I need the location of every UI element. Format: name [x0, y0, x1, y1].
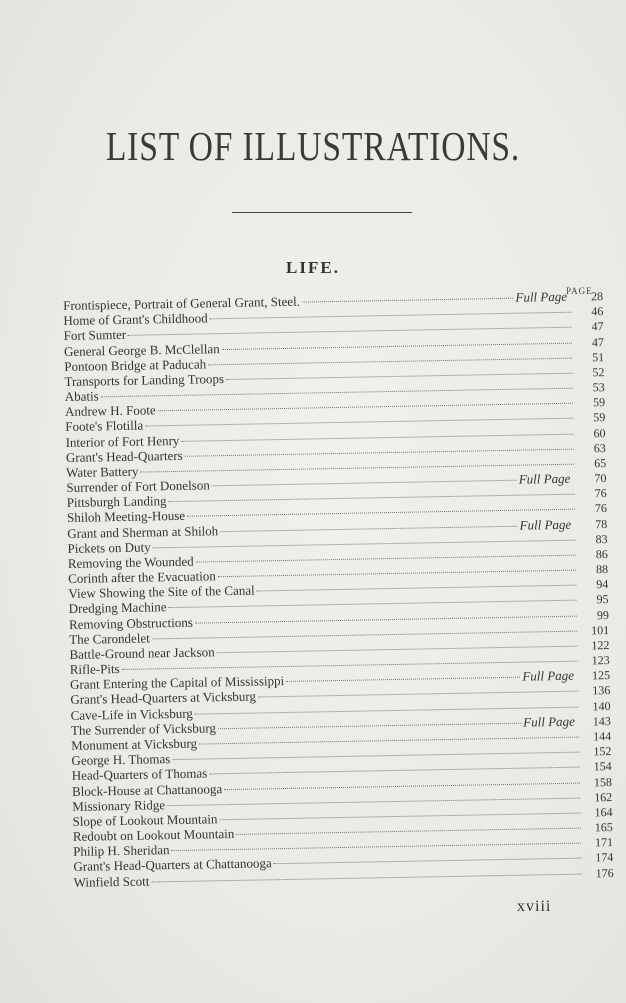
page-number: 143 — [592, 713, 611, 729]
dot-leader — [217, 645, 578, 654]
dot-leader — [274, 857, 582, 865]
page-column-header: PAGE — [566, 286, 593, 296]
dot-leader — [195, 705, 579, 714]
dot-leader — [212, 479, 517, 487]
dot-leader — [236, 827, 581, 835]
illustration-title: Fort Sumter — [63, 327, 127, 344]
dot-leader — [158, 402, 573, 412]
illustration-title: Head-Quarters of Thomas — [71, 765, 208, 784]
page-number: 76 — [594, 486, 607, 501]
section-heading: LIFE. — [286, 258, 340, 277]
full-page-note: Full Page — [522, 667, 575, 684]
dot-leader — [218, 569, 576, 578]
page-folio: xviii — [517, 898, 552, 915]
illustration-title: Winfield Scott — [73, 873, 150, 890]
illustration-title: Slope of Lookout Mountain — [72, 811, 218, 829]
illustration-title: Block-House at Chattanooga — [71, 780, 223, 799]
page-number: 47 — [591, 334, 605, 349]
page-number: 86 — [595, 546, 608, 562]
dot-leader — [210, 311, 572, 320]
illustration-title: Missionary Ridge — [72, 796, 166, 814]
illustration-title: Home of Grant's Childhood — [63, 310, 208, 329]
illustration-title: General George B. McClellan — [63, 340, 220, 359]
illustration-title: Grant and Sherman at Shiloh — [67, 522, 219, 541]
dot-leader — [224, 781, 580, 790]
illustration-title: Monument at Vicksburg — [71, 735, 198, 753]
title-divider — [232, 212, 412, 213]
page-number: 174 — [595, 850, 614, 865]
page-number: 63 — [593, 440, 606, 456]
dot-leader — [222, 341, 572, 349]
dot-leader — [218, 721, 521, 729]
illustration-title: Frontispiece, Portrait of General Grant, Steel. — [63, 293, 301, 313]
page-title: LIST OF ILLUSTRATIONS. — [105, 123, 521, 169]
illustration-title: Grant Entering the Capital of Mississippi — [69, 673, 285, 693]
dot-leader — [153, 538, 576, 548]
full-page-note: Full Page — [515, 288, 568, 305]
dot-leader — [169, 493, 575, 502]
dot-leader — [199, 736, 579, 745]
dot-leader — [169, 599, 577, 608]
page-number: 88 — [595, 562, 609, 577]
illustration-title: Water Battery — [66, 463, 139, 480]
illustration-title: Dredging Machine — [68, 599, 167, 617]
page-number: 52 — [592, 364, 605, 380]
page-number: 101 — [591, 622, 610, 638]
illustration-title: Battle-Ground near Jackson — [69, 644, 215, 662]
dot-leader — [196, 554, 576, 563]
dot-leader — [226, 372, 572, 380]
page-number: 123 — [591, 653, 610, 668]
illustration-title: Corinth after the Evacuation — [68, 568, 216, 587]
dot-leader — [257, 584, 577, 592]
page-number: 83 — [595, 531, 608, 547]
page-number: 47 — [591, 319, 604, 334]
page-number: 70 — [594, 471, 607, 486]
dot-leader — [258, 690, 578, 698]
illustration-title: Removing Obstructions — [68, 614, 193, 632]
page-number: 94 — [596, 577, 609, 592]
illustration-title: The Carondelet — [69, 630, 150, 647]
illustration-title: View Showing the Site of the Canal — [68, 582, 255, 602]
illustration-title: Surrender of Fort Donelson — [66, 477, 210, 496]
illustration-title: The Surrender of Vicksburg — [70, 720, 217, 738]
illustration-title: Grant's Head-Quarters at Chattanooga — [73, 855, 272, 875]
illustration-title: Pickets on Duty — [67, 539, 151, 556]
illustrations-list — [63, 288, 614, 889]
page-number: 53 — [592, 380, 605, 395]
page-number: 122 — [591, 637, 610, 653]
dot-leader — [208, 356, 572, 365]
illustration-title: Transports for Landing Troops — [64, 370, 225, 389]
dot-leader — [172, 842, 582, 852]
page-number: 140 — [592, 698, 611, 714]
page-number: 164 — [594, 804, 613, 820]
dot-leader — [209, 766, 579, 775]
illustration-title: Pontoon Bridge at Paducah — [64, 356, 207, 374]
page-number: 95 — [596, 592, 609, 607]
page-number: 162 — [594, 789, 613, 805]
illustration-title: Shiloh Meeting-House — [66, 508, 186, 526]
page-number: 51 — [592, 349, 605, 364]
dot-leader — [219, 811, 580, 820]
illustration-title: Redoubt on Lookout Mountain — [72, 825, 235, 844]
page-number: 152 — [593, 744, 612, 759]
illustration-title: Interior of Fort Henry — [65, 432, 180, 450]
illustration-title: Pittsburgh Landing — [66, 493, 167, 511]
dot-leader — [172, 751, 579, 760]
dot-leader — [185, 447, 574, 456]
illustration-title: George H. Thomas — [71, 751, 171, 769]
page-number: 76 — [594, 501, 608, 516]
illustration-title: Philip H. Sheridan — [73, 842, 170, 860]
page-number: 144 — [592, 729, 612, 744]
illustration-title: Andrew H. Foote — [64, 402, 156, 420]
page-number: 59 — [593, 410, 606, 425]
page-number: 46 — [591, 304, 604, 319]
illustration-title: Foote's Flotilla — [65, 417, 144, 435]
page-number: 158 — [593, 774, 613, 789]
dot-leader — [195, 614, 577, 623]
page-number: 60 — [593, 425, 606, 440]
dot-leader — [220, 524, 517, 531]
page-number: 154 — [593, 759, 612, 774]
page-number: 125 — [591, 668, 611, 683]
page-number: 171 — [594, 835, 614, 850]
page-number: 176 — [595, 865, 614, 880]
dot-leader — [286, 676, 520, 682]
page-number: 99 — [596, 607, 610, 622]
page-number: 165 — [594, 820, 613, 835]
dot-leader — [187, 508, 575, 517]
full-page-note: Full Page — [519, 516, 572, 533]
full-page-note: Full Page — [523, 713, 575, 730]
full-page-note: Full Page — [518, 470, 571, 487]
dot-leader — [302, 297, 514, 303]
page-number: 59 — [592, 395, 606, 410]
page-number: 136 — [592, 683, 611, 698]
illustration-title: Abatis — [64, 388, 99, 405]
dot-leader — [152, 629, 577, 639]
dot-leader — [167, 796, 580, 806]
dot-leader — [181, 432, 573, 441]
page-number: 78 — [595, 516, 608, 531]
illustration-title: Grant's Head-Quarters at Vicksburg — [70, 689, 257, 708]
illustration-title: Removing the Wounded — [67, 553, 194, 571]
page-number: 28 — [590, 289, 604, 304]
illustration-title: Rifle-Pits — [69, 661, 120, 678]
page-number: 65 — [593, 455, 607, 471]
illustration-title: Grant's Head-Quarters — [65, 447, 183, 465]
illustration-title: Cave-Life in Vicksburg — [70, 705, 193, 723]
dot-leader — [151, 872, 581, 882]
